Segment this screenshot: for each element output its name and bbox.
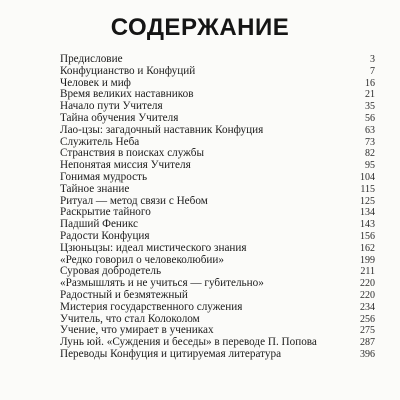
toc-entry [60, 184, 375, 196]
toc-entry [60, 125, 375, 137]
toc-entry-page: 35 [365, 101, 375, 113]
table-of-contents [60, 54, 375, 361]
toc-entry-title: Время великих наставников [60, 89, 194, 101]
toc-entry-title: Падший Феникс [60, 219, 139, 231]
toc-entry-title: Радостный и безмятежный [60, 289, 188, 301]
toc-entry-title: Переводы Конфуция и цитируемая литература [60, 348, 282, 360]
toc-entry-page: 256 [360, 313, 375, 325]
toc-entry-title: Странствия в поисках службы [60, 148, 204, 160]
toc-entry-page: 162 [360, 242, 375, 254]
toc-entry [60, 337, 375, 349]
toc-entry [60, 325, 375, 337]
toc-entry-page: 134 [360, 207, 375, 219]
toc-entry-page: 3 [370, 54, 375, 65]
toc-entry-title: Начало пути Учителя [60, 101, 163, 113]
toc-entry [60, 243, 375, 255]
toc-entry-title: Цзюньцзы: идеал мистического знания [60, 242, 247, 254]
toc-entry-title: Предисловие [60, 54, 123, 65]
toc-entry-page: 7 [370, 65, 375, 77]
toc-entry [60, 89, 375, 101]
toc-entry-title: Непонятая миссия Учителя [60, 160, 191, 172]
toc-entry-page: 156 [360, 230, 375, 242]
toc-entry-page: 220 [360, 278, 375, 290]
toc-entry-title: Служитель Неба [60, 136, 140, 148]
toc-entry [60, 54, 375, 66]
toc-entry [60, 349, 375, 361]
toc-entry [60, 78, 375, 90]
toc-entry [60, 255, 375, 267]
toc-entry [60, 137, 375, 149]
toc-entry [60, 207, 375, 219]
toc-entry [60, 266, 375, 278]
toc-entry-title: Конфуцианство и Конфуций [60, 65, 196, 77]
page-title: СОДЕРЖАНИЕ [110, 14, 290, 41]
toc-entry [60, 219, 375, 231]
toc-entry [60, 148, 375, 160]
toc-entry [60, 196, 375, 208]
toc-entry-title: Гонимая мудрость [60, 171, 148, 183]
toc-entry-page: 396 [360, 348, 375, 360]
toc-entry [60, 172, 375, 184]
toc-entry-page: 220 [360, 289, 375, 301]
toc-entry-title: Учитель, что стал Колоколом [60, 313, 200, 325]
toc-entry-title: Тайное знание [60, 183, 130, 195]
toc-entry-title: Учение, что умирает в учениках [60, 325, 214, 337]
toc-entry-title: Лао-цзы: загадочный наставник Конфуция [60, 124, 264, 136]
toc-entry [60, 290, 375, 302]
toc-entry-page: 21 [365, 89, 375, 101]
toc-entry [60, 160, 375, 172]
toc-entry [60, 101, 375, 113]
toc-entry-title: Тайна обучения Учителя [60, 112, 179, 124]
toc-entry-page: 82 [365, 148, 375, 160]
toc-entry-page: 199 [360, 254, 375, 266]
toc-entry-page: 95 [365, 160, 375, 172]
toc-entry-page: 275 [360, 325, 375, 337]
toc-entry-title: Суровая добродетель [60, 266, 162, 278]
toc-entry-title: Радости Конфуция [60, 230, 150, 242]
toc-entry-title: Раскрытие тайного [60, 207, 151, 219]
toc-entry-title: Ритуал — метод связи с Небом [60, 195, 208, 207]
toc-entry-title: «Редко говорил о человеколюбии» [60, 254, 224, 266]
toc-entry-title: Мистерия государственного служения [60, 301, 243, 313]
toc-entry-page: 234 [360, 301, 375, 313]
toc-entry-page: 211 [360, 266, 375, 278]
toc-entry-title: Человек и миф [60, 77, 131, 89]
toc-entry [60, 278, 375, 290]
toc-entry-page: 56 [365, 112, 375, 124]
toc-entry [60, 66, 375, 78]
toc-entry-title: «Размышлять и не учиться — губительно» [60, 278, 264, 290]
toc-entry-page: 63 [365, 124, 375, 136]
toc-entry-page: 143 [360, 219, 375, 231]
toc-entry-page: 287 [360, 337, 375, 349]
toc-entry-page: 73 [365, 136, 375, 148]
toc-entry [60, 231, 375, 243]
toc-entry [60, 314, 375, 326]
toc-entry [60, 302, 375, 314]
toc-entry-page: 115 [360, 183, 375, 195]
toc-entry-title: Лунь юй. «Суждения и беседы» в переводе П. Попова [60, 337, 317, 349]
toc-entry-page: 16 [365, 77, 375, 89]
toc-entry [60, 113, 375, 125]
toc-entry-page: 104 [360, 171, 375, 183]
toc-entry-page: 125 [360, 195, 375, 207]
